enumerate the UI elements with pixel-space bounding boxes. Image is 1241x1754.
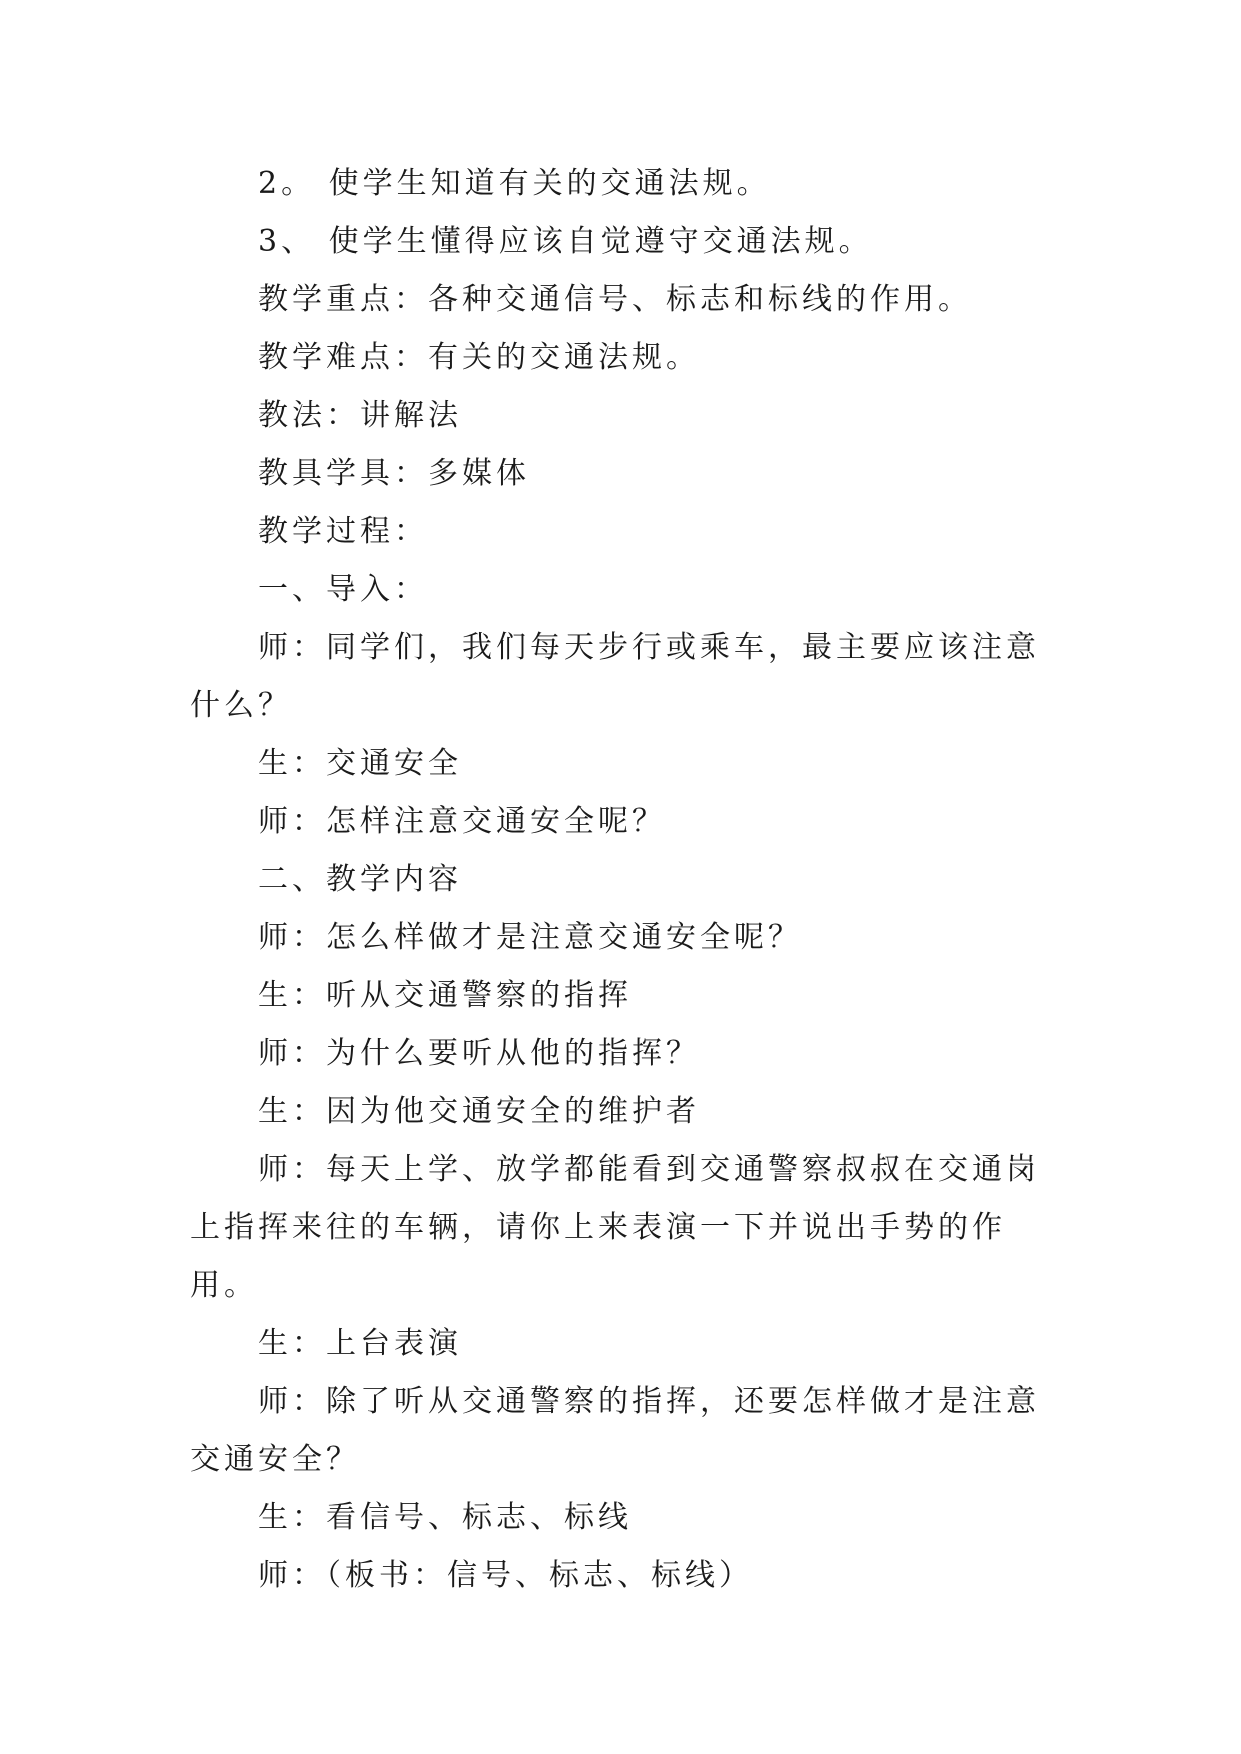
paragraph-method: 教法：讲解法 bbox=[258, 398, 462, 433]
paragraph-difficulty: 教学难点：有关的交通法规。 bbox=[258, 340, 700, 375]
dialogue-line: 师：每天上学、放学都能看到交通警察叔叔在交通岗上指挥来往的车辆，请你上来表演一下并说出手势的作用。 bbox=[190, 1152, 1040, 1303]
paragraph-key-point: 教学重点：各种交通信号、标志和标线的作用。 bbox=[258, 282, 972, 317]
dialogue-line: 师：（板书：信号、标志、标线） bbox=[258, 1558, 753, 1593]
dialogue-line: 生：交通安全 bbox=[258, 746, 462, 781]
dialogue-line: 生：看信号、标志、标线 bbox=[258, 1500, 632, 1535]
paragraph-teaching-aids: 教具学具：多媒体 bbox=[258, 456, 530, 491]
paragraph-objective-2: 2。 使学生知道有关的交通法规。 bbox=[258, 166, 771, 201]
dialogue-line: 师：为什么要听从他的指挥？ bbox=[258, 1036, 700, 1071]
section-heading-content: 二、教学内容 bbox=[258, 862, 462, 897]
dialogue-line: 生：听从交通警察的指挥 bbox=[258, 978, 632, 1013]
dialogue-line: 师：同学们，我们每天步行或乘车，最主要应该注意什么？ bbox=[190, 630, 1040, 723]
dialogue-line: 师：怎么样做才是注意交通安全呢？ bbox=[258, 920, 802, 955]
dialogue-line: 师：怎样注意交通安全呢？ bbox=[258, 804, 666, 839]
section-heading-introduction: 一、导入： bbox=[258, 572, 428, 607]
dialogue-line: 生：因为他交通安全的维护者 bbox=[258, 1094, 700, 1129]
dialogue-line: 师：除了听从交通警察的指挥，还要怎样做才是注意交通安全？ bbox=[190, 1384, 1040, 1477]
document-body bbox=[190, 155, 1050, 1605]
dialogue-line: 生：上台表演 bbox=[258, 1326, 462, 1361]
paragraph-process-heading: 教学过程： bbox=[258, 514, 428, 549]
paragraph-objective-3: 3、 使学生懂得应该自觉遵守交通法规。 bbox=[258, 224, 873, 259]
